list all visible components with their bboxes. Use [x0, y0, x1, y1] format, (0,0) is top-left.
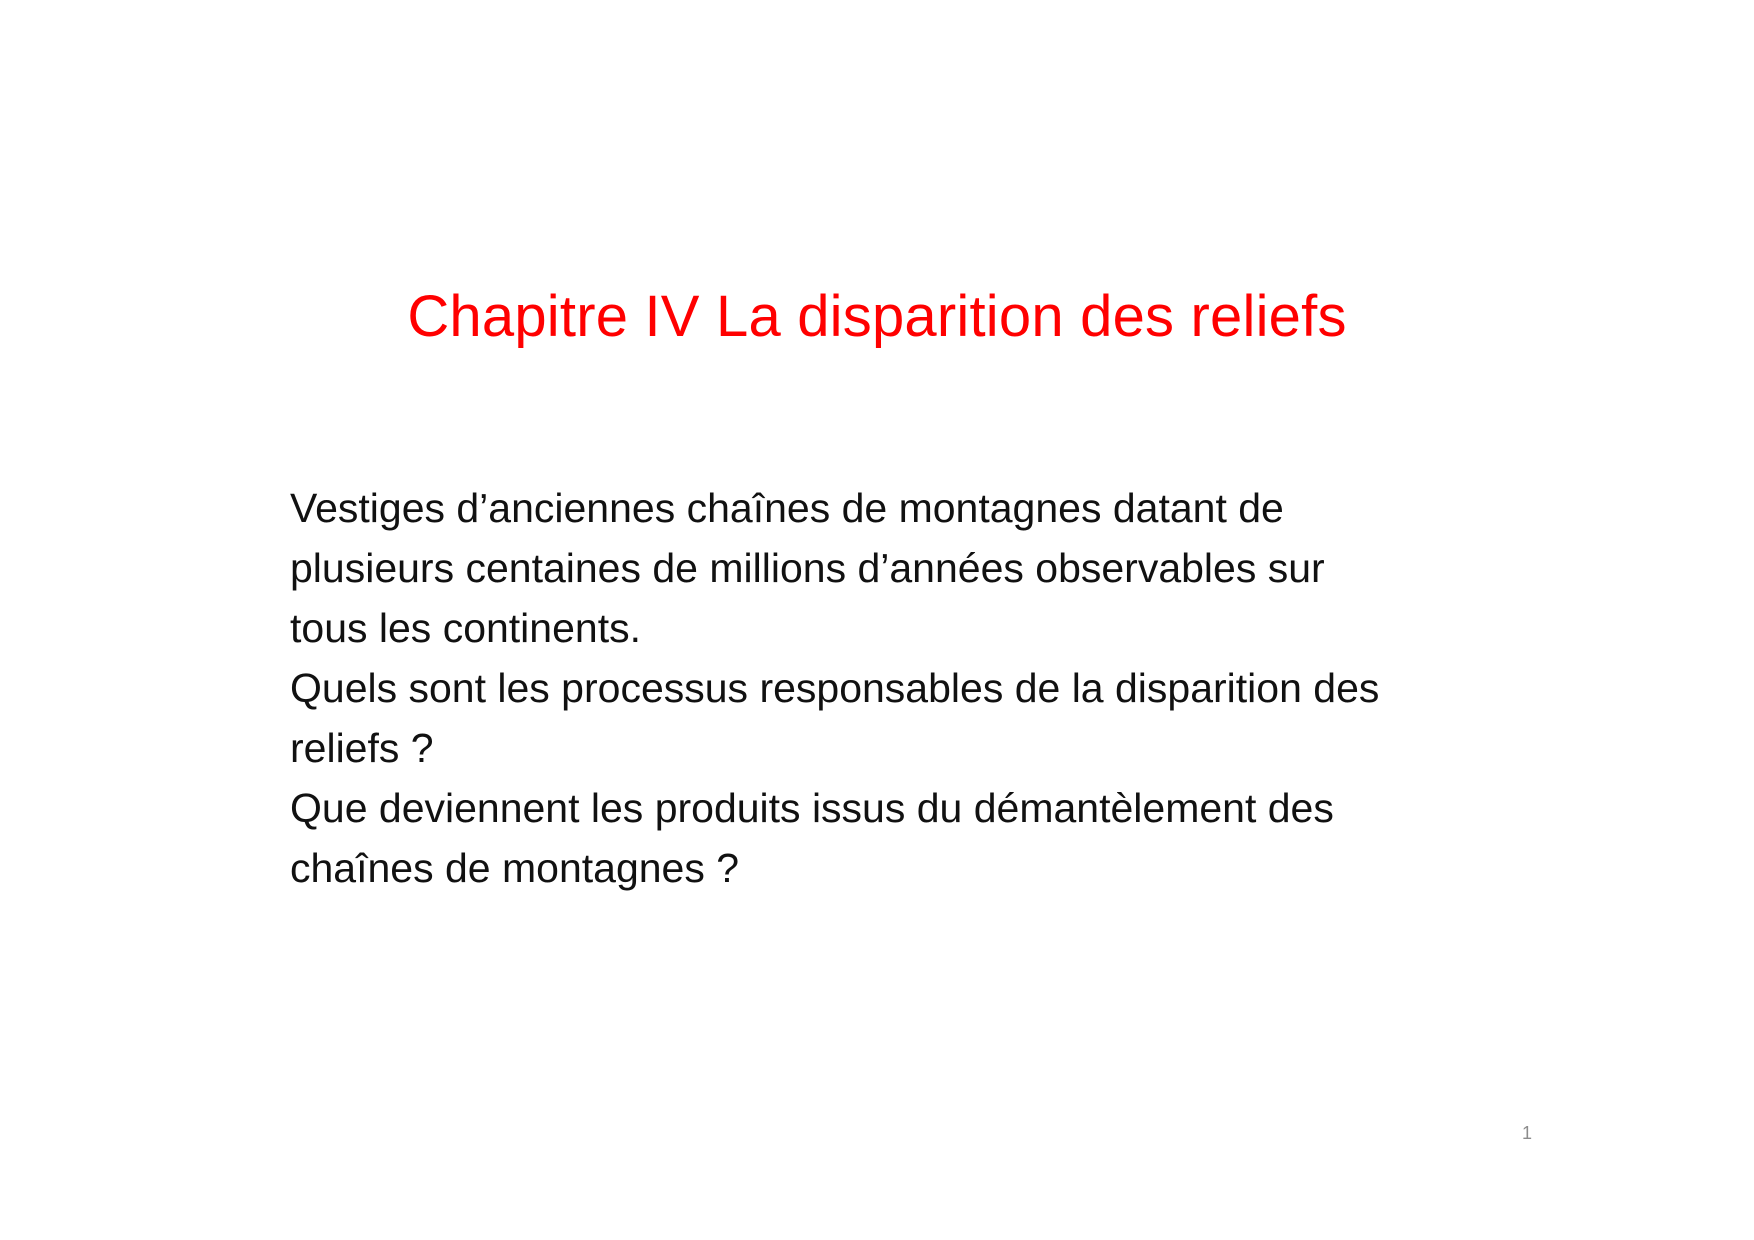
slide-title: Chapitre IV La disparition des reliefs — [407, 284, 1347, 349]
body-line-2: plusieurs centaines de millions d’années observables sur — [290, 545, 1325, 591]
body-line-7: chaînes de montagnes ? — [290, 845, 740, 891]
body-line-4: Quels sont les processus responsables de la disparition des — [290, 665, 1380, 711]
body-line-3: tous les continents. — [290, 605, 641, 651]
body-line-1: Vestiges d’anciennes chaînes de montagnes datant de — [290, 485, 1284, 531]
page-number: 1 — [1522, 1123, 1533, 1143]
body-line-6: Que deviennent les produits issus du démantèlement des — [290, 785, 1334, 831]
body-line-5: reliefs ? — [290, 725, 434, 771]
slide-body — [290, 478, 1530, 898]
